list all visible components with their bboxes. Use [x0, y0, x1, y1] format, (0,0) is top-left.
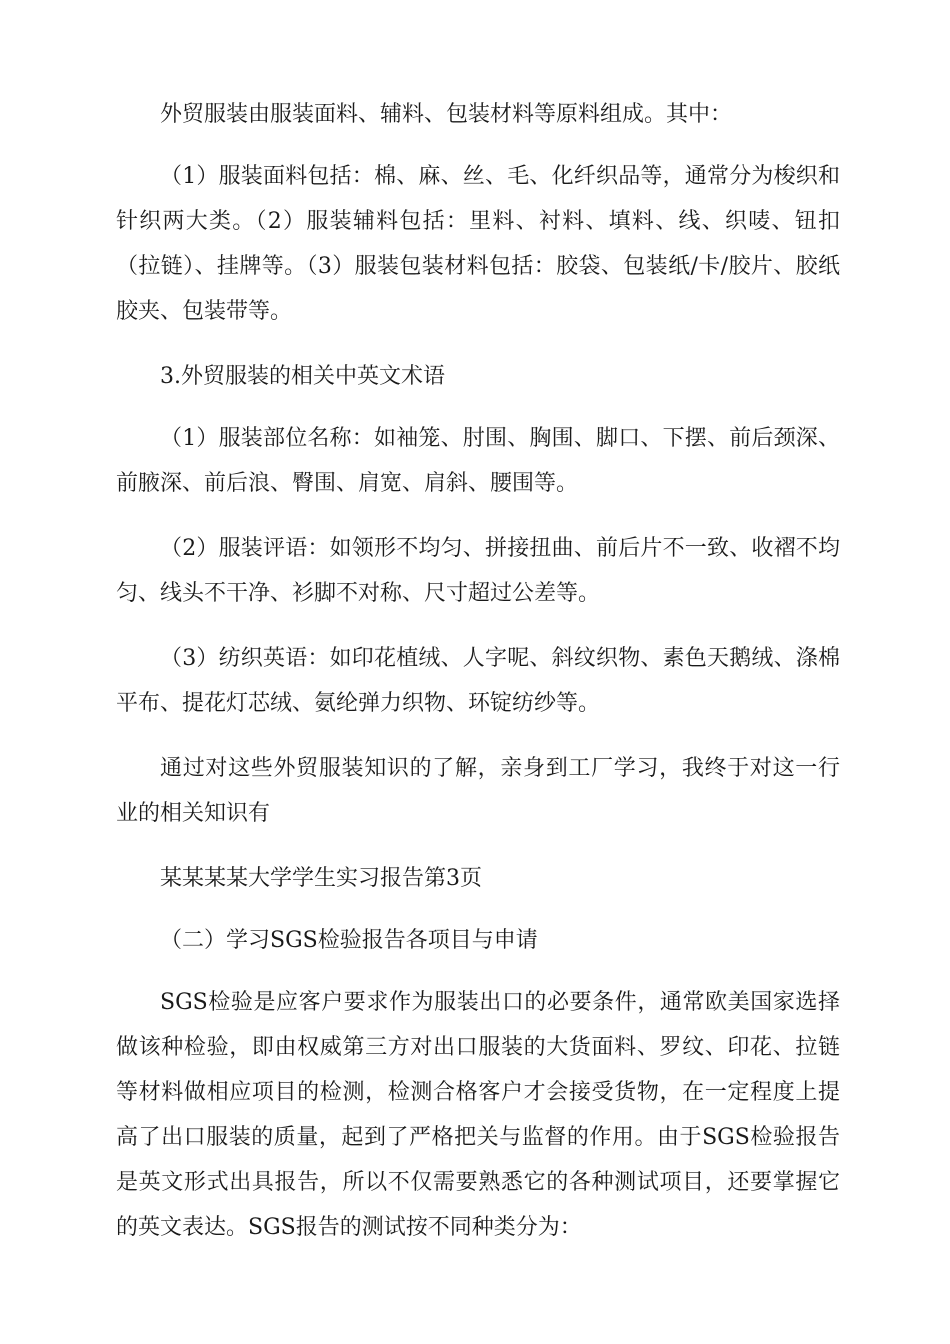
section-heading-terms: 3.外贸服装的相关中英文术语 — [160, 364, 445, 389]
paragraph-sgs: SGS检验是应客户要求作为服装出口的必要条件，通常欧美国家选择做该种检验，即由权威第三方对出口服装的大货面料、罗纹、印花、拉链等材料做相应项目的检测，检测合格客户才会接受货物，在一定程度上提高了出口服装的质量，起到了严格把关与监督的作用。由于SGS检验报告是英文形式出具报告，所以不仅需要熟悉它的各种测试项目，还要掌握它的英文表达。SGS报告的测试按不同种类分为： — [116, 990, 840, 1240]
document-body — [116, 92, 840, 1270]
section-heading-sgs: （二）学习SGS检验报告各项目与申请 — [160, 928, 538, 953]
paragraph-textile-english: （3）纺织英语：如印花植绒、人字呢、斜纹织物、素色天鹅绒、涤棉平布、提花灯芯绒、氨纶弹力织物、环锭纺纱等。 — [116, 646, 840, 716]
page-header-label: 某某某某大学学生实习报告第3页 — [160, 866, 482, 891]
paragraph-intro: 外贸服装由服装面料、辅料、包装材料等原料组成。其中： — [160, 102, 733, 127]
paragraph-garment-comments: （2）服装评语：如领形不均匀、拼接扭曲、前后片不一致、收褶不均匀、线头不干净、衫脚不对称、尺寸超过公差等。 — [116, 536, 840, 606]
paragraph-garment-parts: （1）服装部位名称：如袖笼、肘围、胸围、脚口、下摆、前后颈深、前腋深、前后浪、臀围、肩宽、肩斜、腰围等。 — [116, 426, 840, 496]
paragraph-materials: （1）服装面料包括：棉、麻、丝、毛、化纤织品等，通常分为梭织和针织两大类。（2）服装辅料包括：里料、衬料、填料、线、织唛、钮扣（拉链）、挂牌等。（3）服装包装材料包括：胶袋、包装纸/卡/胶片、胶纸胶夹、包装带等。 — [116, 164, 840, 324]
paragraph-conclusion: 通过对这些外贸服装知识的了解，亲身到工厂学习，我终于对这一行业的相关知识有 — [116, 756, 840, 826]
